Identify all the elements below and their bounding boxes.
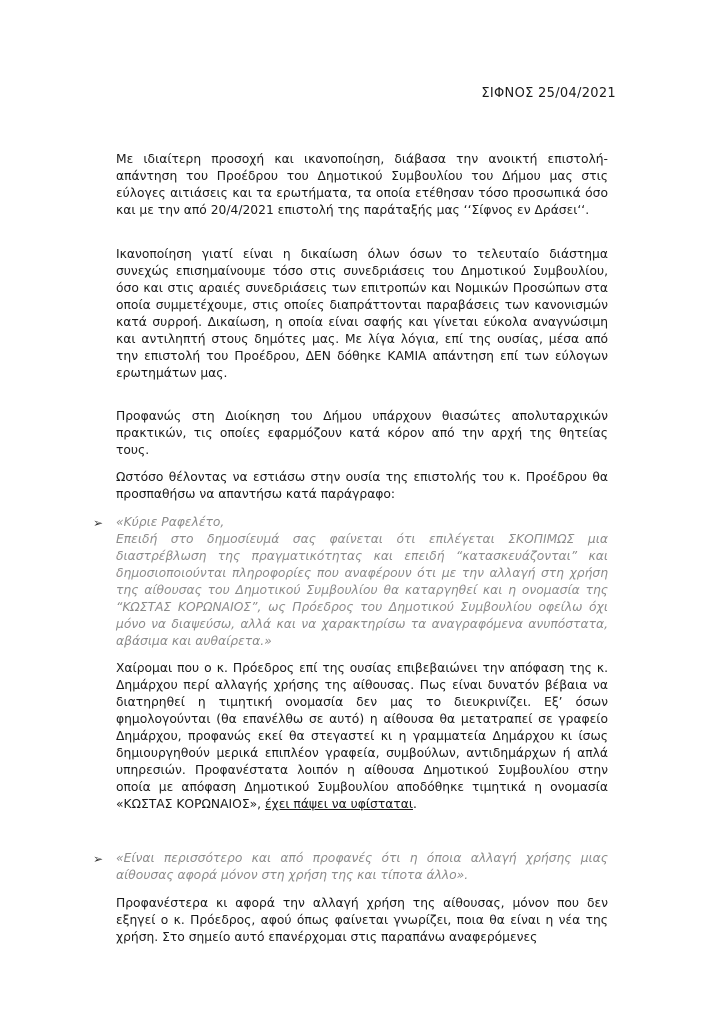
paragraph-intro: Με ιδιαίτερη προσοχή και ικανοποίηση, διάβασα την ανοικτή επιστολή-απάντηση του Προέδρου του Δημοτικού Συμβουλίου του Δήμου μας στις εύλογες αιτιάσεις και τα ερωτήματα, τα οποία ετέθησαν τόσο προσωπικά όσο και με την από 20/4/2021 επιστολή της παράταξής μας ‘‘Σίφνος εν Δράσει‘‘. xyxy=(116,152,608,217)
paragraph-response-1 xyxy=(116,660,608,813)
quote-block-1 xyxy=(93,514,608,650)
response-1-text: Χαίρομαι που ο κ. Πρόεδρος επί της ουσίας επιβεβαιώνει την απόφαση της κ. Δημάρχου περί αλλαγής χρήσης της αίθουσας. Πως είναι δυνατόν βέβαια να διατηρηθεί η τιμητική ονομασία δεν μας το διευκρινίζει. Εξ’ όσων φημολογούνται (θα επανέλθω σε αυτό) η αίθουσα θα μετατραπεί σε γραφείο Δημάρχου, προφανώς εκεί θα στεγαστεί κι η γραμματεία Δημάρχου κι ίσως δημιουργηθούν μερικά επιπλέον γραφεία, συμβούλων, αντιδημάρχων ή απλά υπηρεσιών. Προφανέστατα λοιπόν η αίθουσα Δημοτικού Συμβουλίου στην οποία με απόφαση Δημοτικού Συμβουλίου αποδόθηκε τιμητικά η ονομασία «ΚΩΣΤΑΣ ΚΟΡΩΝΑΙΟΣ», xyxy=(116,661,608,811)
date-header: ΣΙΦΝΟΣ 25/04/2021 xyxy=(481,86,616,101)
response-1-underlined: έχει πάψει να υφίσταται xyxy=(264,797,414,811)
paragraph-administration: Προφανώς στη Διοίκηση του Δήμου υπάρχουν θιασώτες απολυταρχικών πρακτικών, τις οποίες εφαρμόζουν κατά κόρον από την αρχή της θητείας τους. xyxy=(116,409,608,457)
quote-block-2 xyxy=(93,850,608,884)
response-1-end: . xyxy=(413,797,417,811)
paragraph-satisfaction: Ικανοποίηση γιατί είναι η δικαίωση όλων όσων το τελευταίο διάστημα συνεχώς επισημαίνουμε τόσο στις συνεδριάσεις του Δημοτικού Συμβουλίου, όσο και στις αραιές συνεδριάσεις των επιτροπών και Νομικών Προσώπων στα οποία συμμετέχουμε, στις οποίες διαπράττονται παραβάσεις των κανονισμών κατά συρροή. Δικαίωση, η οποία είναι σαφής και γίνεται εύκολα αναγνώσιμη και αντιληπτή στους δημότες μας. Με λίγα λόγια, επί της ουσίας, μέσα από την επιστολή του Προέδρου, ΔΕΝ δόθηκε ΚΑΜΙΑ απάντηση επί των εύλογων ερωτημάτων μας. xyxy=(116,247,608,380)
paragraph-focus: Ωστόσο θέλοντας να εστιάσω στην ουσία της επιστολής του κ. Προέδρου θα προσπαθήσω να απαντήσω κατά παράγραφο: xyxy=(116,470,608,501)
paragraph-response-2: Προφανέστερα κι αφορά την αλλαγή χρήση της αίθουσας, μόνον που δεν εξηγεί ο κ. Πρόεδρος, αφού όπως φαίνεται γνωρίζει, ποια θα είναι η νέα της χρήση. Στο σημείο αυτό επανέρχομαι στις παραπάνω αναφερόμενες xyxy=(116,896,608,944)
quote-president-letter: «Κύριε Ραφελέτο, Επειδή στο δημοσίευμά σας φαίνεται ότι επιλέγεται ΣΚΟΠΙΜΩΣ μια διαστρέβλωση της πραγματικότητας και επειδή “κατασκευάζονται” και δημοσιοποιούνται πληροφορίες που αναφέρουν ότι με την αλλαγή στη χρήση της αίθουσας του Δημοτικού Συμβουλίου θα καταργηθεί και η ονομασία της “ΚΩΣΤΑΣ ΚΟΡΩΝΑΙΟΣ”, ως Πρόεδρος του Δημοτικού Συμβουλίου οφείλω όχι μόνο να διαψεύσω, αλλά και να χαρακτηρίσω τα αναγραφόμενα ανυπόστατα, αβάσιμα και αυθαίρετα.» xyxy=(116,515,608,648)
arrow-bullet-icon: ➢ xyxy=(93,852,104,866)
quote-usage-change: «Είναι περισσότερο και από προφανές ότι η όποια αλλαγή χρήσης μιας αίθουσας αφορά μόνον στη χρήση της και τίποτα άλλο». xyxy=(116,851,608,882)
arrow-bullet-icon: ➢ xyxy=(93,516,104,530)
